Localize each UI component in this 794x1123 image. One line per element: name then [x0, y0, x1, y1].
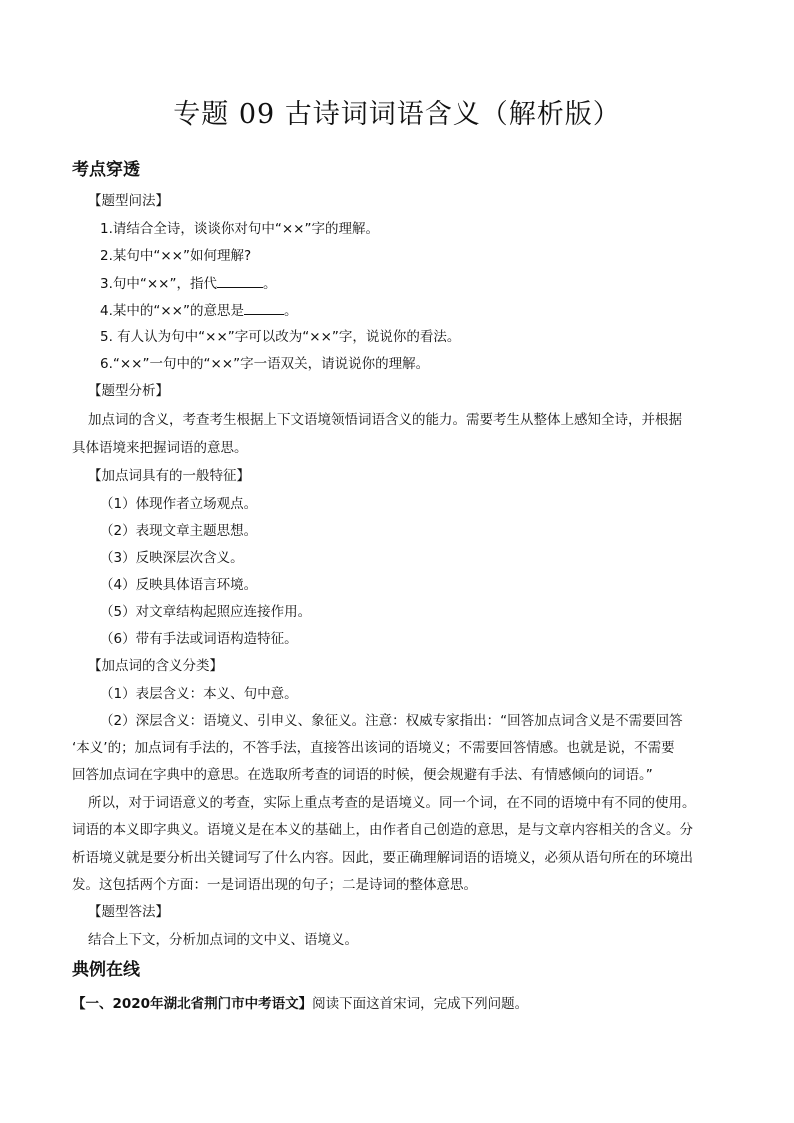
question-type-3: 3.句中“××”，指代 。: [100, 273, 277, 294]
answer-method-heading: 【题型答法】: [88, 904, 169, 920]
classification-item-cont: 回答加点词在字典中的意思。在选取所考查的词语的时候，便会规避有手法、有情感倾向的词语。”: [72, 767, 653, 783]
feature-item: （1）体现作者立场观点。: [100, 496, 258, 512]
feature-item: （4）反映具体语言环境。: [100, 577, 258, 593]
classification-heading: 【加点词的含义分类】: [88, 658, 223, 674]
feature-item: （6）带有手法或词语构造特征。: [100, 631, 298, 647]
question-type-2: 2.某句中“××”如何理解?: [100, 248, 252, 264]
analysis-text-line: 具体语境来把握词语的意思。: [72, 440, 248, 456]
feature-item: （5）对文章结构起照应连接作用。: [100, 604, 312, 620]
question-type-1: 1.请结合全诗，谈谈你对句中“××”字的理解。: [100, 221, 379, 237]
page-title: 专题 09 古诗词词语含义（解析版）: [173, 99, 621, 130]
analysis-heading: 【题型分析】: [88, 383, 169, 399]
answer-method-text: 结合上下文，分析加点词的文中义、语境义。: [88, 932, 358, 948]
question-type-6: 6.“××”一句中的“××”字一语双关，请说说你的理解。: [100, 356, 430, 372]
example-source: 【一、2020年湖北省荆门市中考语文】: [72, 996, 313, 1012]
question-types-heading: 【题型问法】: [88, 193, 169, 209]
paragraph-line: 所以，对于词语意义的考查，实际上重点考查的是语境义。同一个词，在不同的语境中有不同的使用。: [88, 795, 696, 811]
section-heading-kaodian: 考点穿透: [72, 160, 140, 180]
paragraph-line: 发。这包括两个方面：一是词语出现的句子；二是诗词的整体意思。: [72, 877, 477, 893]
section-heading-dianli: 典例在线: [72, 960, 140, 980]
feature-item: （2）表现文章主题思想。: [100, 523, 258, 539]
feature-heading: 【加点词具有的一般特征】: [88, 468, 250, 484]
question-type-4: 4.某中的“××”的意思是 。: [100, 300, 298, 321]
classification-item-cont: ‘本义’的；加点词有手法的，不答手法，直接答出该词的语境义；不需要回答情感。也就是说，不需要: [72, 740, 675, 756]
question-type-5: 5. 有人认为句中“××”字可以改为“××”字，说说你的看法。: [100, 329, 461, 345]
feature-item: （3）反映深层次含义。: [100, 550, 244, 566]
answer-blank: [217, 273, 263, 288]
analysis-text-line: 加点词的含义，考查考生根据上下文语境领悟词语含义的能力。需要考生从整体上感知全诗，并根据: [88, 412, 682, 428]
paragraph-line: 析语境义就是要分析出关键词写了什么内容。因此，要正确理解词语的语境义，必须从语句所在的环境出: [72, 850, 693, 866]
classification-item: （1）表层含义：本义、句中意。: [100, 686, 298, 702]
example-intro: 【一、2020年湖北省荆门市中考语文】阅读下面这首宋词，完成下列问题。: [72, 996, 529, 1012]
answer-blank: [244, 300, 284, 315]
paragraph-line: 词语的本义即字典义。语境义是在本义的基础上，由作者自己创造的意思，是与文章内容相关的含义。分: [72, 822, 693, 838]
classification-item: （2）深层含义：语境义、引申义、象征义。注意：权威专家指出：“回答加点词含义是不需要回答: [100, 713, 683, 729]
